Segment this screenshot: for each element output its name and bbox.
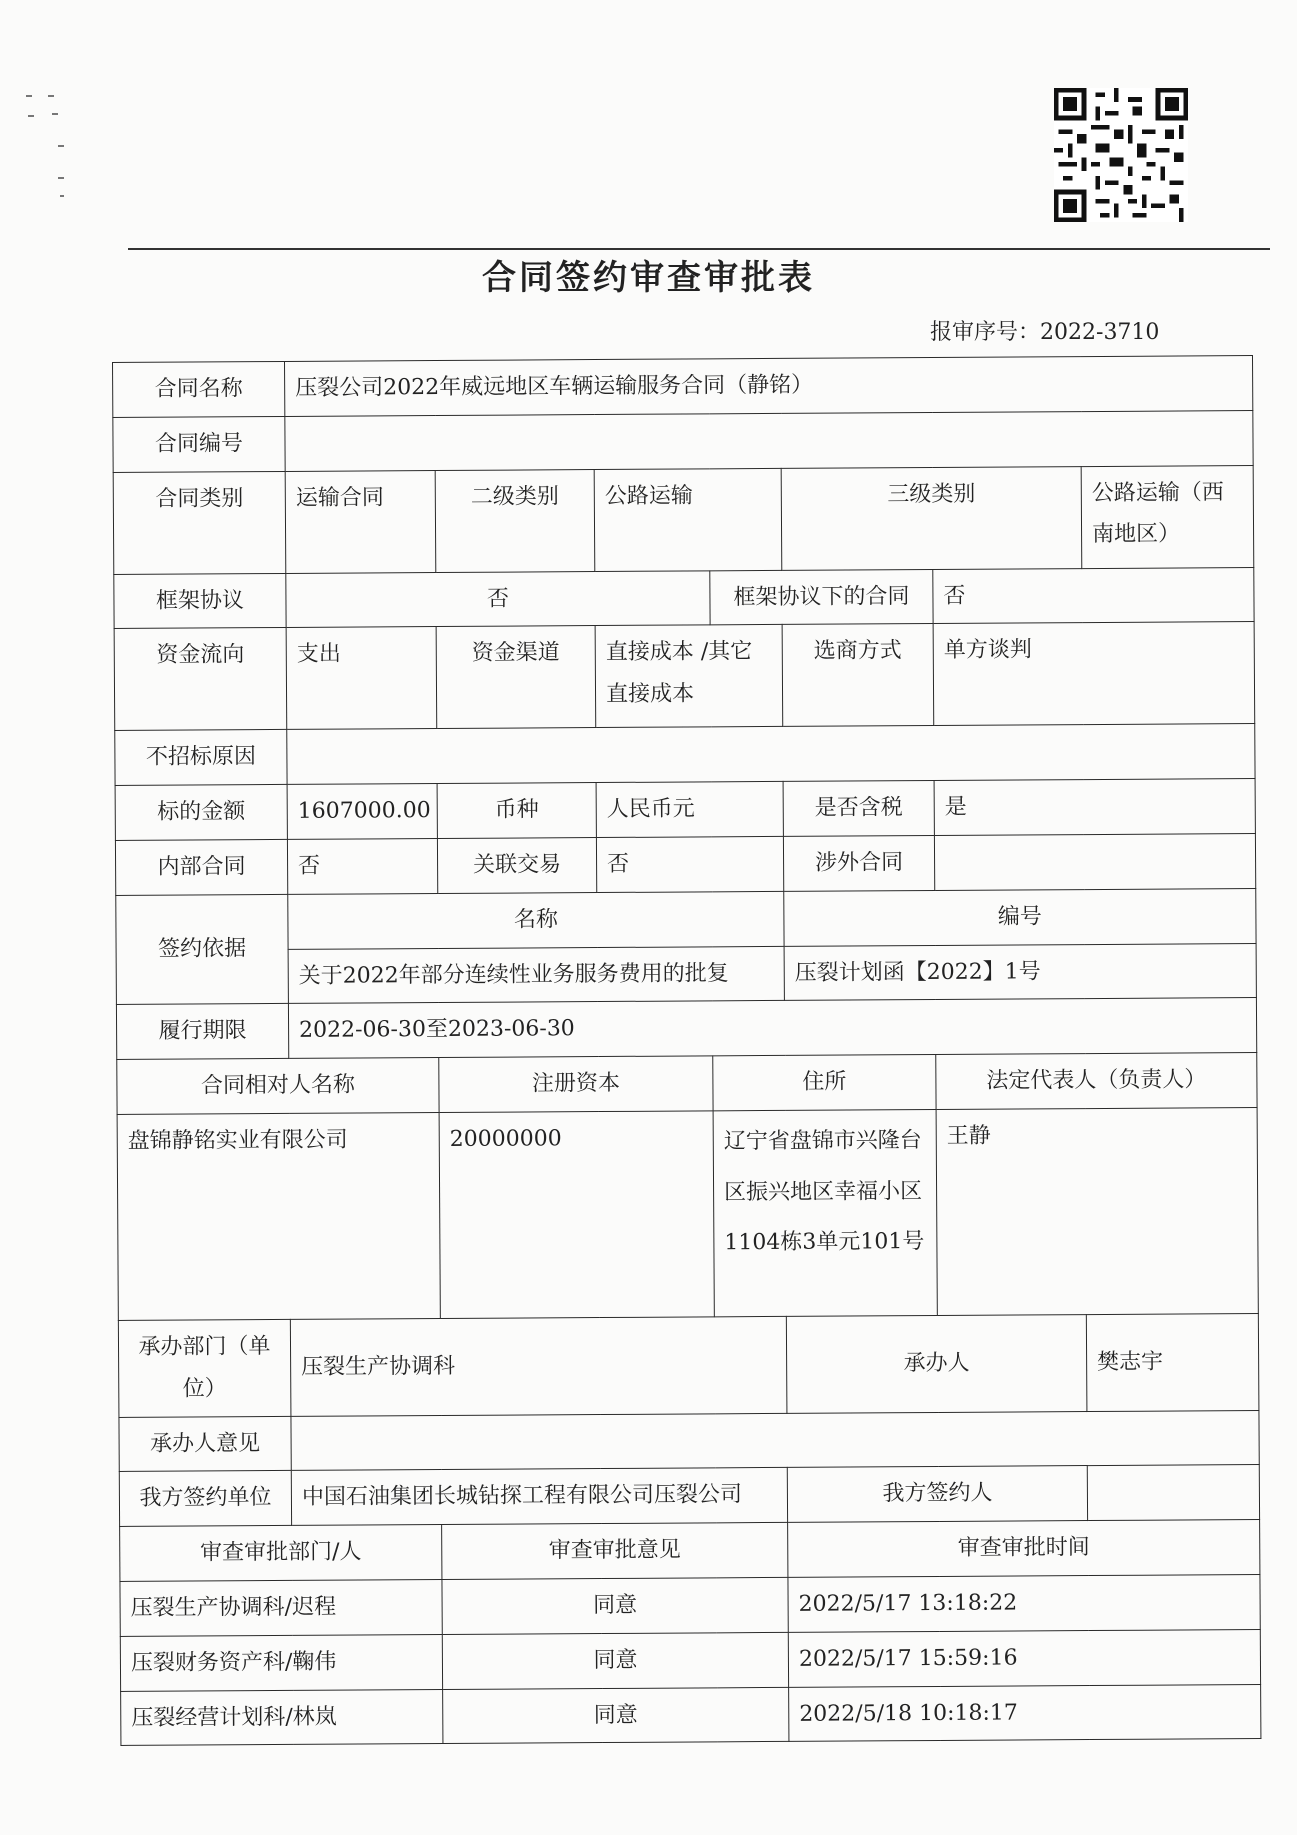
period-label: 履行期限: [116, 1004, 288, 1060]
row-counterparty-value: [117, 1107, 1258, 1320]
row-period: [116, 998, 1256, 1060]
address-header: 住所: [713, 1055, 936, 1111]
amount-label: 标的金额: [115, 785, 287, 841]
row-review-header: [120, 1520, 1260, 1582]
review-opinion: 同意: [443, 1687, 789, 1744]
row-our-unit: [119, 1465, 1259, 1527]
tax-value: 是: [934, 779, 1255, 836]
serial-label: 报审序号：: [930, 320, 1041, 345]
review-dept: 压裂生产协调科/迟程: [120, 1579, 442, 1636]
row-internal: [115, 834, 1255, 896]
review-time: 2022/5/17 15:59:16: [788, 1629, 1260, 1687]
basis-label: 签约依据: [116, 894, 289, 1005]
internal-label: 内部合同: [115, 839, 287, 895]
our-unit-label: 我方签约单位: [119, 1471, 291, 1527]
handler-opinion-value: [291, 1410, 1259, 1471]
basis-name-header: 名称: [288, 891, 784, 949]
amount-value: 1607000.00: [287, 784, 437, 840]
row-fund-flow: [114, 622, 1255, 731]
fund-channel-label: 资金渠道: [436, 626, 596, 729]
page-title: 合同签约审查审批表: [482, 258, 815, 298]
our-signer-label: 我方签约人: [787, 1466, 1087, 1523]
serial-number: [930, 315, 1159, 346]
level2-value: 公路运输: [594, 468, 782, 571]
handling-dept-label: 承办部门（单位）: [118, 1319, 291, 1417]
counterparty-name-header: 合同相对人名称: [117, 1058, 439, 1115]
row-amount: [115, 779, 1255, 841]
row-contract-number: [113, 410, 1253, 472]
row-handler-opinion: [119, 1410, 1259, 1472]
review-dept: 压裂经营计划科/林岚: [121, 1689, 443, 1746]
no-bid-value: [287, 724, 1255, 785]
review-dept: 压裂财务资产科/鞠伟: [120, 1634, 442, 1691]
handler-value: 樊志宇: [1086, 1313, 1259, 1411]
row-framework: [114, 567, 1254, 629]
no-bid-label: 不招标原因: [115, 730, 287, 786]
handler-opinion-label: 承办人意见: [119, 1416, 291, 1472]
related-value: 否: [596, 836, 783, 892]
our-signer-value: [1087, 1465, 1259, 1521]
currency-label: 币种: [437, 783, 596, 839]
basis-name-value: 关于2022年部分连续性业务服务费用的批复: [288, 946, 784, 1004]
framework-label: 框架协议: [114, 573, 286, 629]
level3-label: 三级类别: [781, 466, 1082, 570]
level3-value: 公路运输（西南地区）: [1081, 465, 1254, 568]
selection-value: 单方谈判: [933, 622, 1255, 726]
foreign-label: 涉外合同: [783, 835, 934, 891]
review-time: 2022/5/17 13:18:22: [788, 1574, 1260, 1632]
contract-number-value: [285, 410, 1253, 471]
internal-value: 否: [287, 839, 437, 895]
contract-name-label: 合同名称: [113, 361, 285, 417]
row-contract-category: [113, 465, 1254, 574]
selection-label: 选商方式: [782, 624, 934, 727]
rep-header: 法定代表人（负责人）: [936, 1053, 1257, 1110]
address-value: 辽宁省盘锦市兴隆台区振兴地区幸福小区1104栋3单元101号: [713, 1109, 937, 1316]
contract-name-value: 压裂公司2022年威远地区车辆运输服务合同（静铭）: [284, 356, 1252, 417]
review-opinion: 同意: [442, 1632, 788, 1689]
row-basis-header: [116, 888, 1256, 950]
under-framework-label: 框架协议下的合同: [710, 569, 933, 625]
row-no-bid: [115, 724, 1255, 786]
currency-value: 人民币元: [596, 782, 783, 838]
qr-code-icon: [1054, 88, 1188, 222]
row-counterparty-header: [117, 1053, 1257, 1115]
serial-value: 2022-3710: [1040, 320, 1160, 345]
related-label: 关联交易: [437, 838, 596, 894]
fund-flow-label: 资金流向: [114, 628, 287, 731]
review-time-header: 审查审批时间: [788, 1520, 1260, 1578]
row-contract-name: [113, 356, 1253, 418]
basis-number-value: 压裂计划函【2022】1号: [784, 943, 1256, 1001]
period-value: 2022-06-30至2023-06-30: [288, 998, 1256, 1059]
rep-value: 王静: [936, 1107, 1258, 1315]
review-opinion-header: 审查审批意见: [442, 1523, 788, 1580]
framework-value: 否: [286, 570, 710, 627]
review-row: [120, 1629, 1260, 1691]
under-framework-value: 否: [933, 567, 1254, 624]
level2-label: 二级类别: [435, 469, 595, 572]
review-time: 2022/5/18 10:18:17: [789, 1684, 1261, 1742]
review-opinion: 同意: [442, 1577, 788, 1634]
capital-header: 注册资本: [439, 1056, 713, 1112]
approval-table: [112, 355, 1261, 1746]
our-unit-value: 中国石油集团长城钻探工程有限公司压裂公司: [291, 1468, 787, 1526]
foreign-value: [934, 834, 1255, 891]
punch-hole-marks: [18, 88, 66, 208]
fund-flow-value: 支出: [286, 627, 437, 730]
capital-value: 20000000: [439, 1111, 714, 1319]
review-dept-header: 审查审批部门/人: [120, 1525, 442, 1582]
review-row: [121, 1684, 1261, 1746]
basis-number-header: 编号: [784, 888, 1256, 946]
handler-label: 承办人: [786, 1315, 1087, 1413]
contract-number-label: 合同编号: [113, 416, 285, 472]
fund-channel-value: 直接成本 /其它直接成本: [595, 625, 783, 728]
counterparty-name-value: 盘锦静铭实业有限公司: [117, 1112, 440, 1320]
handling-dept-value: 压裂生产协调科: [290, 1316, 787, 1416]
category-label: 合同类别: [113, 471, 286, 574]
category-value: 运输合同: [285, 470, 436, 573]
approval-form: [112, 355, 1260, 1746]
review-row: [120, 1574, 1260, 1636]
tax-label: 是否含税: [783, 781, 934, 837]
row-handling-dept: [118, 1313, 1259, 1417]
